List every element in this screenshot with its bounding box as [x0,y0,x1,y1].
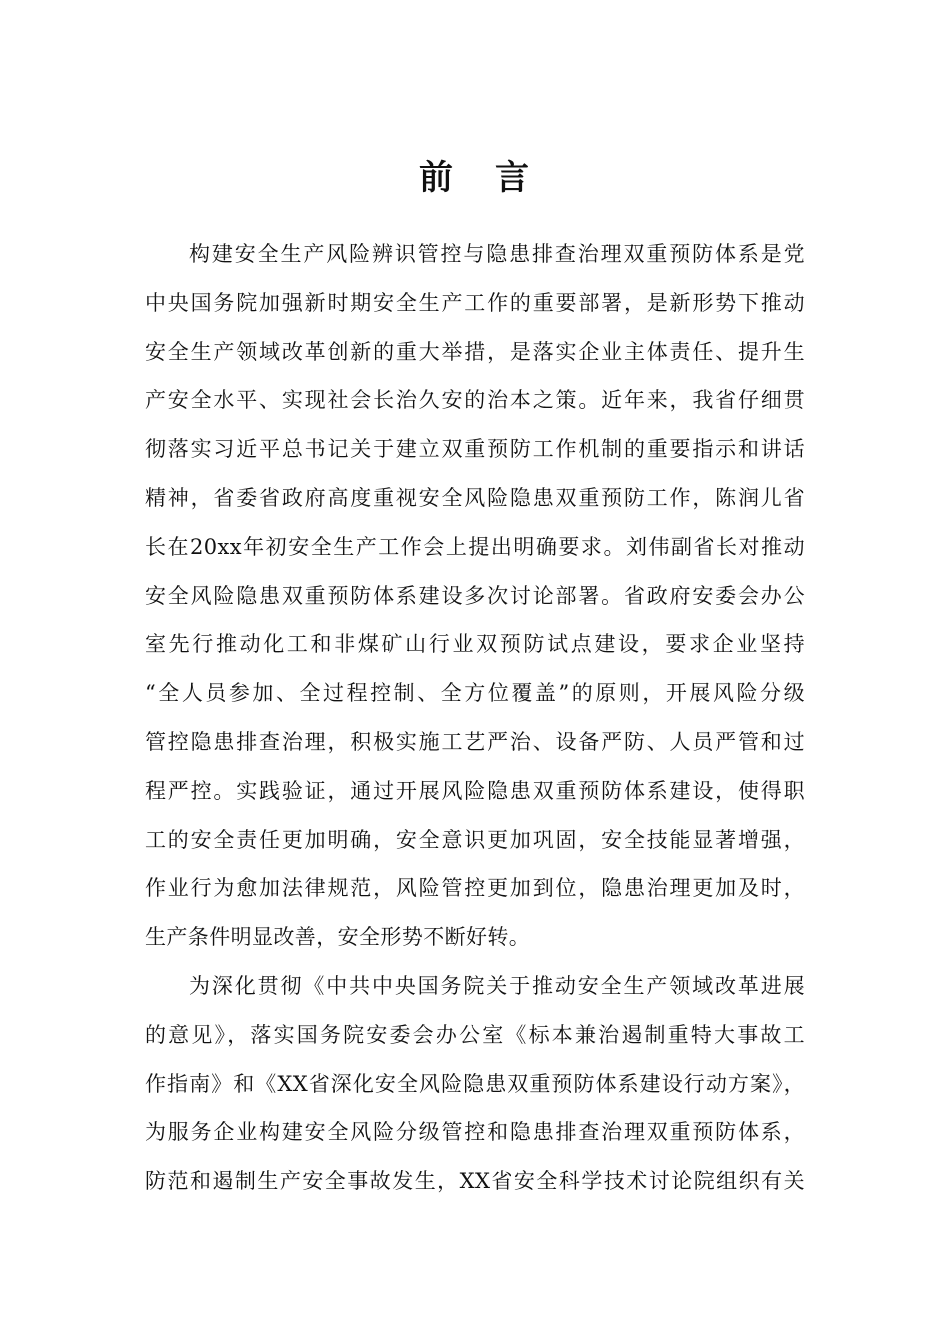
paragraph-line: 室先行推动化工和非煤矿山行业双预防试点建设，要求企业坚持 [145,632,805,657]
paragraph-line: 产安全水平、实现社会长治久安的治本之策。近年来，我省仔细贯 [145,388,805,413]
paragraph-line: 防范和遏制生产安全事故发生，XX省安全科学技术讨论院组织有关 [145,1169,805,1194]
paragraph-line: 作业行为愈加法律规范，风险管控更加到位，隐患治理更加及时， [145,876,805,901]
paragraph-line: 为深化贯彻《中共中央国务院关于推动安全生产领域改革进展 [189,973,805,998]
paragraph-line: 为服务企业构建安全风险分级管控和隐患排查治理双重预防体系， [145,1120,805,1145]
paragraph-line: 构建安全生产风险辨识管控与隐患排查治理双重预防体系是党 [189,242,805,266]
title-char-2: 言 [495,158,531,198]
paragraph-line: 生产条件明显改善，安全形势不断好转。 [145,925,531,950]
paragraph-line: 工的安全责任更加明确，安全意识更加巩固，安全技能显著增强， [145,827,805,852]
paragraph-line: 的意见》，落实国务院安委会办公室《标本兼治遏制重特大事故工 [145,1022,805,1047]
page-title [0,150,950,206]
paragraph-line: 管控隐患排查治理，积极实施工艺严治、设备严防、人员严管和过 [145,729,805,754]
paragraph-line: 作指南》和《XX省深化安全风险隐患双重预防体系建设行动方案》， [145,1071,805,1096]
body-text [145,230,805,1206]
paragraph-line: “全人员参加、全过程控制、全方位覆盖”的原则，开展风险分级 [145,681,805,706]
paragraph-2 [145,962,805,1206]
paragraph-line: 长在20xx年初安全生产工作会上提出明确要求。刘伟副省长对推动 [145,534,805,559]
title-char-1: 前 [419,158,455,198]
paragraph-line: 安全风险隐患双重预防体系建设多次讨论部署。省政府安委会办公 [145,583,805,608]
paragraph-line: 安全生产领域改革创新的重大举措，是落实企业主体责任、提升生 [145,339,805,364]
paragraph-line: 精神，省委省政府高度重视安全风险隐患双重预防工作，陈润儿省 [145,485,805,510]
paragraph-line: 中央国务院加强新时期安全生产工作的重要部署，是新形势下推动 [145,290,805,315]
paragraph-line: 彻落实习近平总书记关于建立双重预防工作机制的重要指示和讲话 [145,437,805,462]
paragraph-1 [145,230,805,962]
paragraph-line: 程严控。实践验证，通过开展风险隐患双重预防体系建设，使得职 [145,778,805,803]
